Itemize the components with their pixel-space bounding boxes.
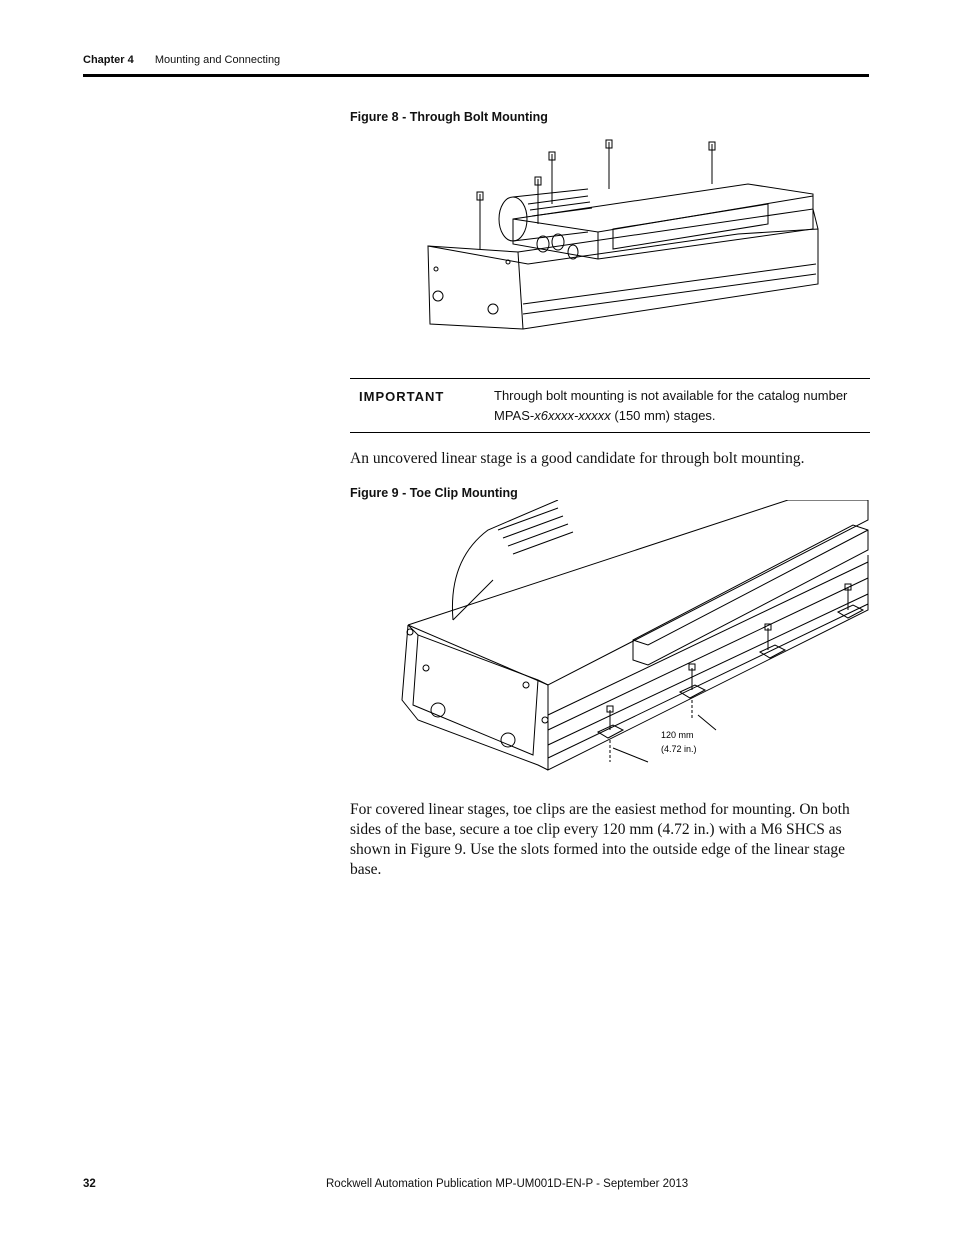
dimension-in-label: (4.72 in.)	[661, 744, 697, 754]
through-bolt-mounting-illustration	[418, 134, 828, 344]
header-rule	[83, 74, 869, 77]
bolt-icon	[477, 192, 483, 249]
bolt-icon	[606, 140, 612, 189]
important-label: IMPORTANT	[359, 389, 445, 404]
figure-8-caption: Figure 8 - Through Bolt Mounting	[350, 110, 548, 124]
bolt-icon	[549, 152, 555, 204]
important-text-main: Through bolt mounting is not available for the catalog number MPAS-	[494, 388, 848, 423]
important-notice	[350, 378, 870, 433]
important-text	[494, 386, 864, 426]
important-text-catalog: x6xxxx-xxxxx	[534, 408, 611, 423]
paragraph-toe-clip: For covered linear stages, toe clips are the easiest method for mounting. On both sides of the base, secure a toe clip every 120 mm (4.72 in.) with a M6 SHCS as shown in Figure 9. Use the slots formed into the outside edge of the linear stage base.	[350, 801, 850, 878]
page-header	[83, 54, 280, 66]
publication-info: Rockwell Automation Publication MP-UM001D-EN-P - September 2013	[326, 1178, 689, 1190]
chapter-label: Chapter 4	[83, 54, 134, 66]
dimension-mm-label: 120 mm	[661, 730, 694, 740]
figure-9-caption: Figure 9 - Toe Clip Mounting	[350, 486, 518, 500]
bolt-icon	[535, 177, 541, 224]
paragraph-through-bolt: An uncovered linear stage is a good candidate for through bolt mounting.	[350, 450, 805, 467]
toe-clip-icon	[598, 706, 623, 738]
page-number: 32	[83, 1178, 96, 1190]
toe-clip-mounting-illustration	[398, 500, 870, 772]
important-text-end: (150 mm) stages.	[610, 408, 716, 423]
bolt-icon	[709, 142, 715, 184]
chapter-title: Mounting and Connecting	[154, 54, 281, 66]
